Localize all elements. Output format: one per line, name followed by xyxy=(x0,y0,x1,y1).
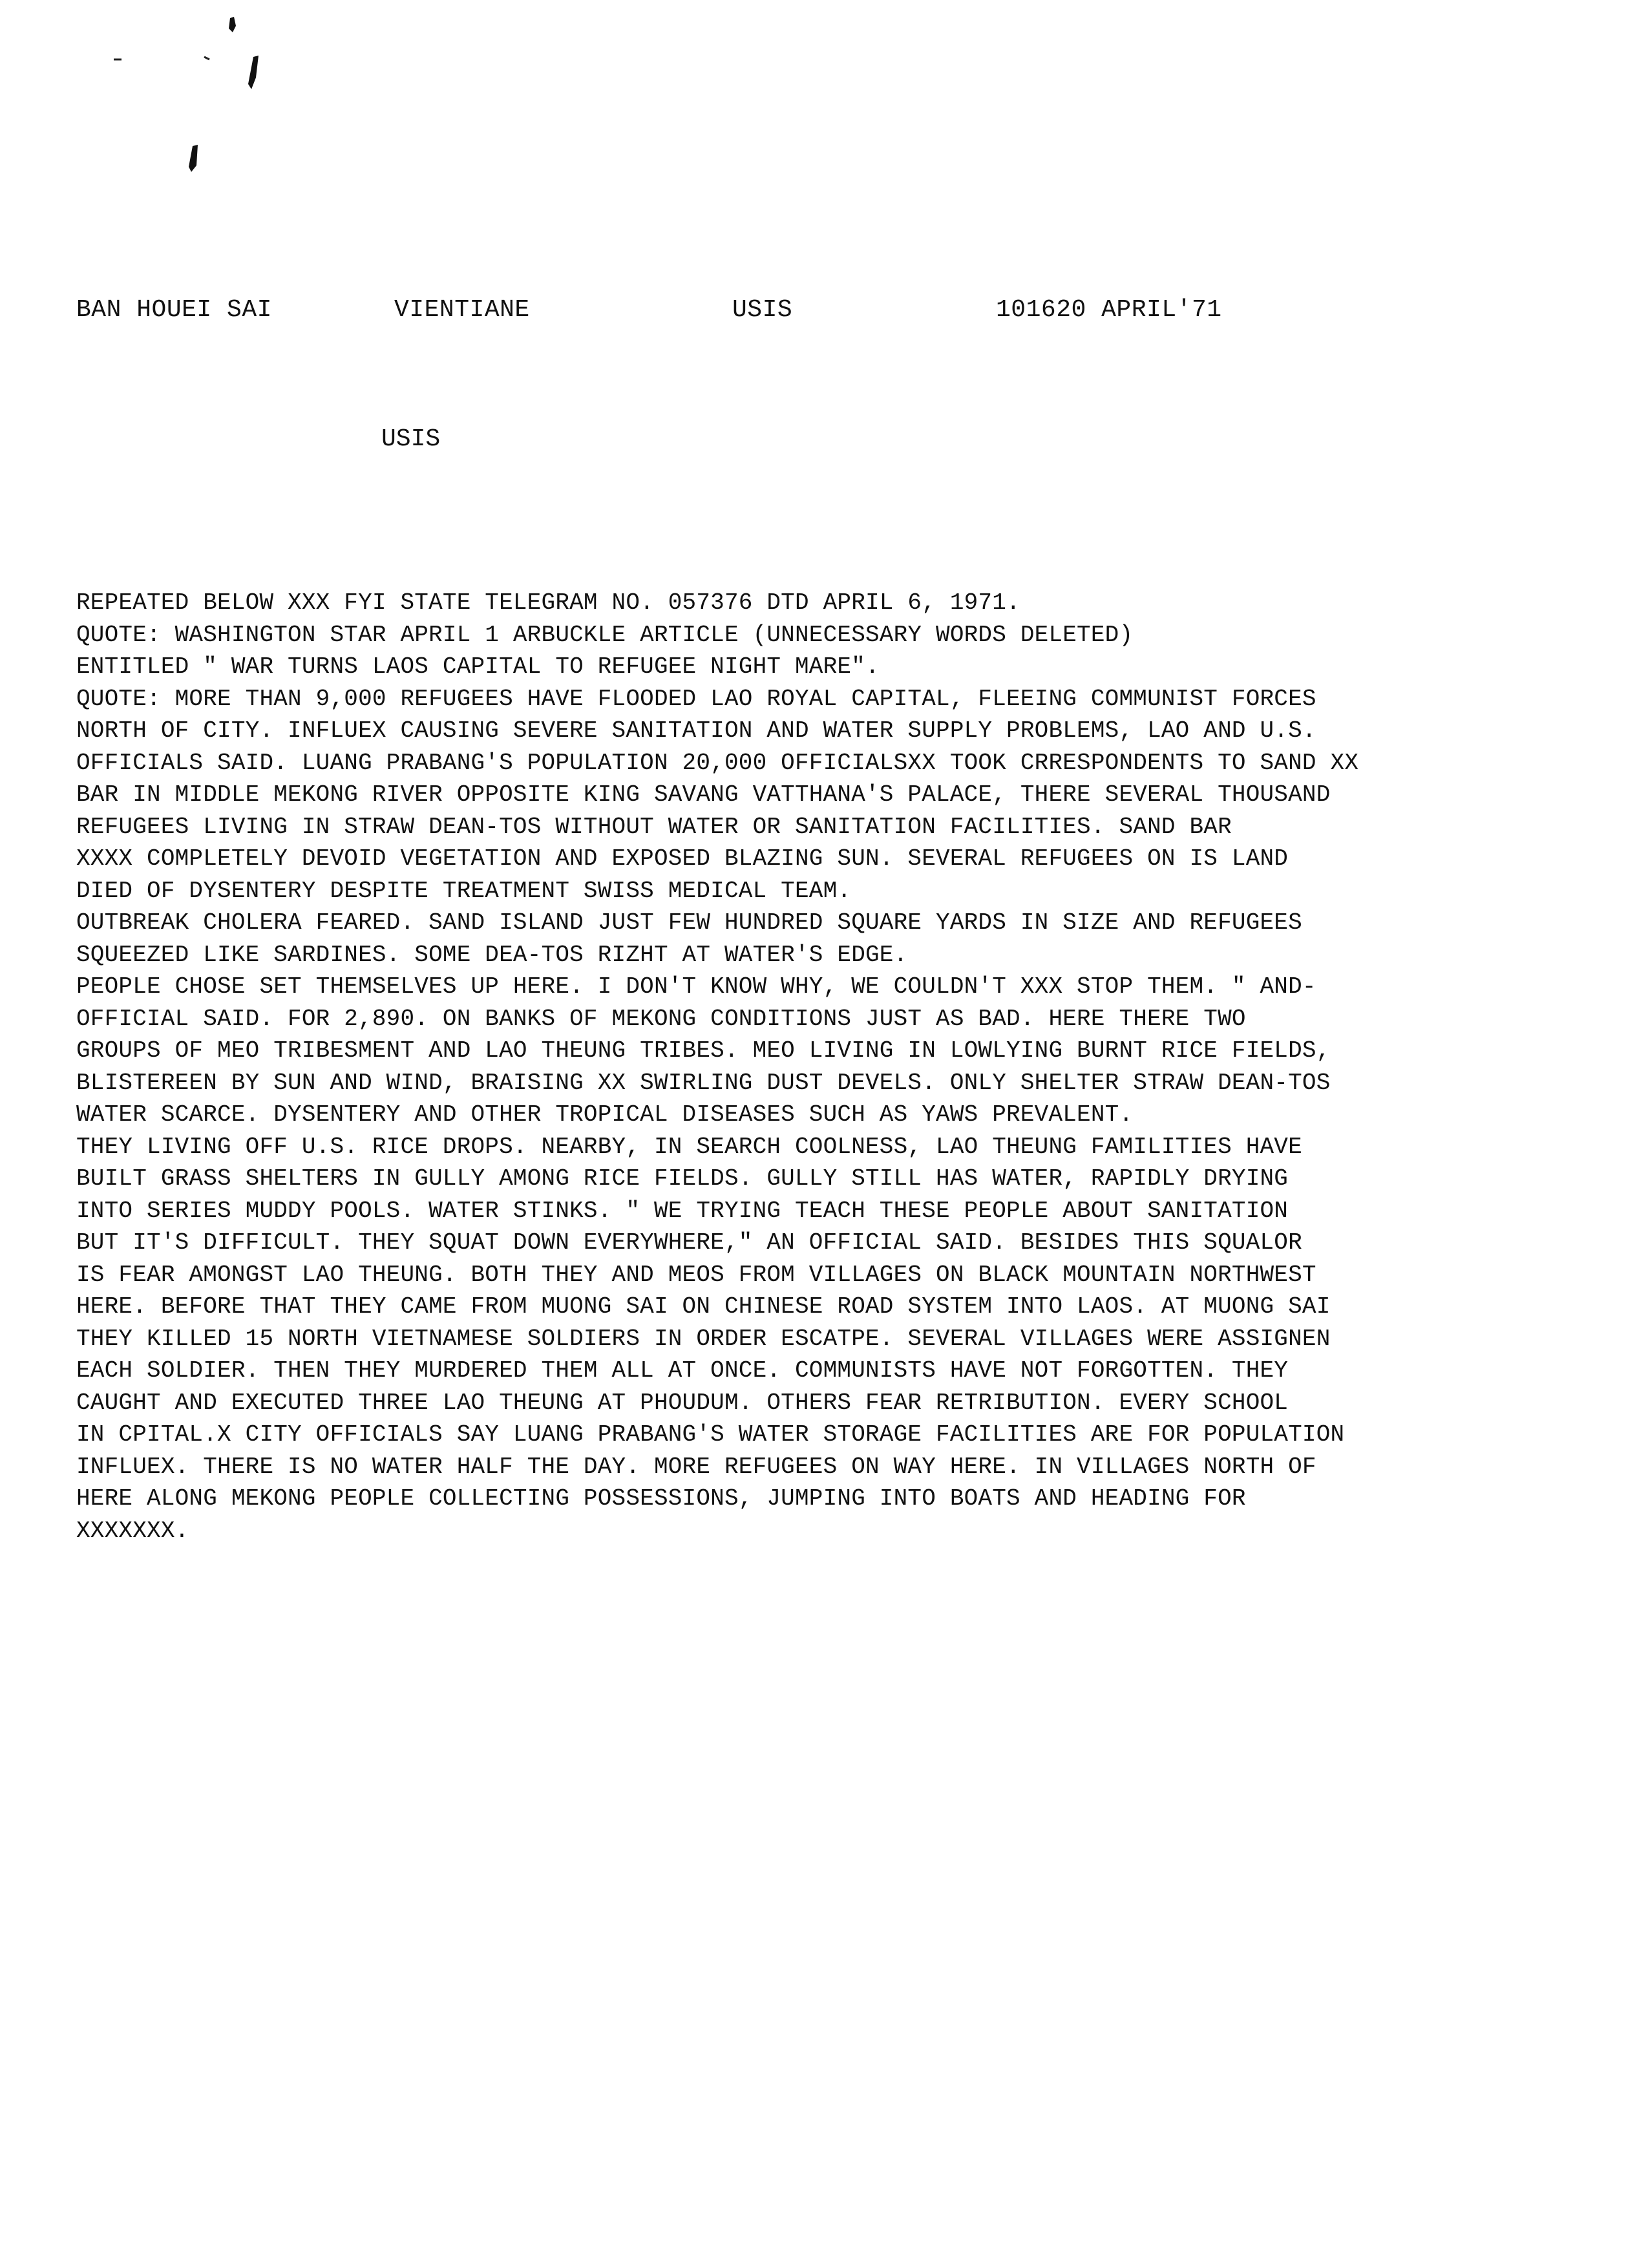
routing-indicator: USIS xyxy=(381,425,441,453)
body-line: ENTITLED " WAR TURNS LAOS CAPITAL TO REFUGEE NIGHT MARE". xyxy=(76,653,880,680)
body-line: INFLUEX. THERE IS NO WATER HALF THE DAY. MORE REFUGEES ON WAY HERE. IN VILLAGES NORTH OF xyxy=(76,1453,1316,1480)
body-line: QUOTE: MORE THAN 9,000 REFUGEES HAVE FLOODED LAO ROYAL CAPITAL, FLEEING COMMUNIST FORCES xyxy=(76,685,1316,712)
body-line: NORTH OF CITY. INFLUEX CAUSING SEVERE SANITATION AND WATER SUPPLY PROBLEMS, LAO AND U.S. xyxy=(76,717,1316,744)
telegram-body xyxy=(76,587,1589,1547)
body-line: REFUGEES LIVING IN STRAW DEAN-TOS WITHOUT WATER OR SANITATION FACILITIES. SAND BAR xyxy=(76,813,1232,840)
body-line: BLISTEREEN BY SUN AND WIND, BRAISING XX SWIRLING DUST DEVELS. ONLY SHELTER STRAW DEAN-TOS xyxy=(76,1069,1331,1096)
destination-station: VIENTIANE xyxy=(394,296,530,324)
body-line: CAUGHT AND EXECUTED THREE LAO THEUNG AT PHOUDUM. OTHERS FEAR RETRIBUTION. EVERY SCHOOL xyxy=(76,1389,1289,1416)
body-line: OUTBREAK CHOLERA FEARED. SAND ISLAND JUST FEW HUNDRED SQUARE YARDS IN SIZE AND REFUGEES xyxy=(76,909,1302,936)
body-line: GROUPS OF MEO TRIBESMENT AND LAO THEUNG TRIBES. MEO LIVING IN LOWLYING BURNT RICE FIELDS, xyxy=(76,1037,1331,1064)
body-line: DIED OF DYSENTERY DESPITE TREATMENT SWISS MEDICAL TEAM. xyxy=(76,877,852,904)
agency-code: USIS xyxy=(732,296,793,324)
body-line: BAR IN MIDDLE MEKONG RIVER OPPOSITE KING SAVANG VATTHANA'S PALACE, THERE SEVERAL THOUSAND xyxy=(76,781,1331,808)
body-line: EACH SOLDIER. THEN THEY MURDERED THEM ALL AT ONCE. COMMUNISTS HAVE NOT FORGOTTEN. THEY xyxy=(76,1357,1289,1384)
body-line: WATER SCARCE. DYSENTERY AND OTHER TROPICAL DISEASES SUCH AS YAWS PREVALENT. xyxy=(76,1101,1134,1128)
stray-ink-marks xyxy=(0,0,1648,259)
date-time-group: 101620 APRIL'71 xyxy=(996,296,1222,324)
body-line: XXXXXXX. xyxy=(76,1517,189,1544)
body-line: BUT IT'S DIFFICULT. THEY SQUAT DOWN EVERYWHERE," AN OFFICIAL SAID. BESIDES THIS SQUALOR xyxy=(76,1229,1302,1256)
body-line: THEY KILLED 15 NORTH VIETNAMESE SOLDIERS IN ORDER ESCATPE. SEVERAL VILLAGES WERE ASSIGNEN xyxy=(76,1325,1331,1352)
body-line: THEY LIVING OFF U.S. RICE DROPS. NEARBY, IN SEARCH COOLNESS, LAO THEUNG FAMILITIES HAVE xyxy=(76,1133,1302,1160)
body-line: XXXX COMPLETELY DEVOID VEGETATION AND EXPOSED BLAZING SUN. SEVERAL REFUGEES ON IS LAND xyxy=(76,845,1289,872)
body-line: HERE. BEFORE THAT THEY CAME FROM MUONG SAI ON CHINESE ROAD SYSTEM INTO LAOS. AT MUONG SAI xyxy=(76,1293,1331,1320)
body-line: QUOTE: WASHINGTON STAR APRIL 1 ARBUCKLE ARTICLE (UNNECESSARY WORDS DELETED) xyxy=(76,621,1134,648)
origin-station: BAN HOUEI SAI xyxy=(76,296,272,324)
body-line: IN CPITAL.X CITY OFFICIALS SAY LUANG PRABANG'S WATER STORAGE FACILITIES ARE FOR POPULATION xyxy=(76,1421,1345,1448)
body-line: REPEATED BELOW XXX FYI STATE TELEGRAM NO. 057376 DTD APRIL 6, 1971. xyxy=(76,589,1020,616)
body-line: PEOPLE CHOSE SET THEMSELVES UP HERE. I DON'T KNOW WHY, WE COULDN'T XXX STOP THEM. " AND- xyxy=(76,973,1316,1000)
body-line: IS FEAR AMONGST LAO THEUNG. BOTH THEY AND MEOS FROM VILLAGES ON BLACK MOUNTAIN NORTHWEST xyxy=(76,1261,1316,1288)
body-line: BUILT GRASS SHELTERS IN GULLY AMONG RICE FIELDS. GULLY STILL HAS WATER, RAPIDLY DRYING xyxy=(76,1165,1289,1192)
body-line: INTO SERIES MUDDY POOLS. WATER STINKS. " WE TRYING TEACH THESE PEOPLE ABOUT SANITATION xyxy=(76,1197,1289,1224)
telegram-header xyxy=(76,296,1563,335)
body-line: HERE ALONG MEKONG PEOPLE COLLECTING POSSESSIONS, JUMPING INTO BOATS AND HEADING FOR xyxy=(76,1485,1246,1512)
body-line: OFFICIAL SAID. FOR 2,890. ON BANKS OF MEKONG CONDITIONS JUST AS BAD. HERE THERE TWO xyxy=(76,1005,1246,1032)
body-line: SQUEEZED LIKE SARDINES. SOME DEA-TOS RIZHT AT WATER'S EDGE. xyxy=(76,941,908,968)
body-line: OFFICIALS SAID. LUANG PRABANG'S POPULATION 20,000 OFFICIALSXX TOOK CRRESPONDENTS TO SAND XX xyxy=(76,749,1359,776)
